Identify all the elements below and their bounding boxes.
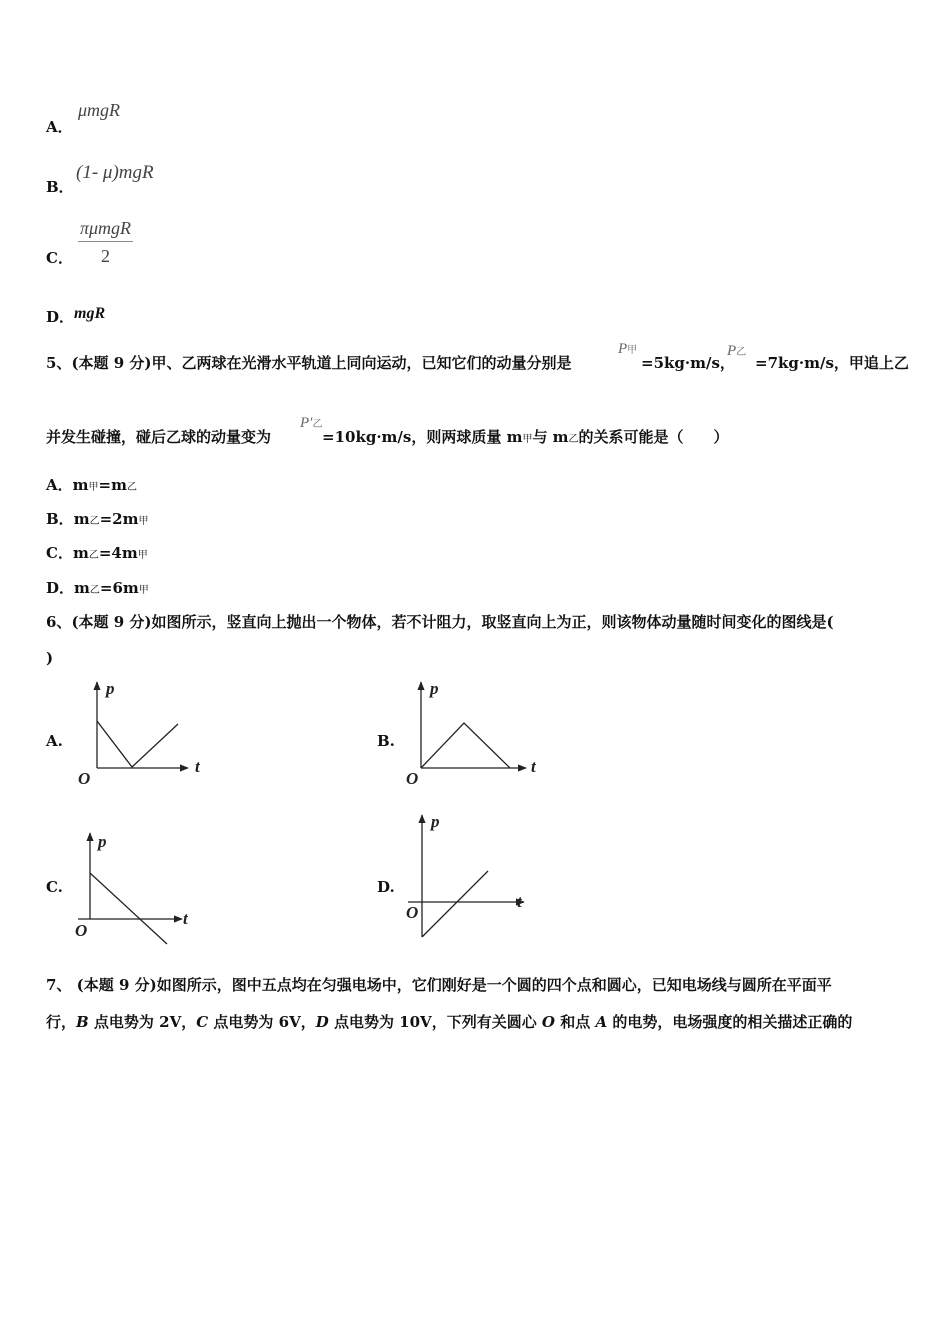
- q5-line2-start: 并发生碰撞，碰后乙球的动量变为: [46, 428, 272, 446]
- q4-option-c-numerator: πμmgR: [78, 218, 133, 242]
- q5-option-a: A．m甲=m乙: [46, 476, 137, 494]
- q4-option-a-label: A．: [46, 118, 73, 136]
- momentum-line: [422, 871, 488, 937]
- q6-graph-d: [400, 805, 535, 945]
- x-axis-label: t: [183, 909, 188, 928]
- q5-p-jia-value: =5kg·m/s，: [641, 354, 735, 372]
- q6-stem: (本题 9 分)如图所示，竖直向上抛出一个物体，若不计阻力，取竖直向上为正，则该物体动量随时间变化的图线是(: [71, 613, 834, 631]
- origin-label: O: [406, 769, 419, 788]
- q6-graph-b: [400, 672, 545, 792]
- q5-option-b: B．m乙=2m甲: [46, 510, 149, 528]
- q6-graph-c-label: C.: [46, 878, 63, 896]
- q5-option-c: C．m乙=4m甲: [46, 544, 148, 562]
- q5-p-yi-after: P′乙: [300, 415, 323, 431]
- q5-p-jia: P甲: [618, 341, 638, 357]
- q6-graph-d-label: D.: [377, 878, 395, 896]
- q4-option-c-denominator: 2: [101, 246, 111, 266]
- q4-option-d-label: D．: [46, 308, 75, 326]
- momentum-line: [90, 873, 167, 944]
- origin-label: O: [406, 903, 419, 922]
- q6-graph-c: [70, 825, 205, 950]
- y-axis-label: p: [106, 679, 115, 698]
- y-axis-label: p: [98, 832, 107, 851]
- q7-line1: [46, 974, 832, 995]
- q5-stem-1: (本题 9 分)甲、乙两球在光滑水平轨道上同向运动，已知它们的动量分别是: [71, 354, 572, 372]
- q6-graph-b-label: B.: [377, 732, 395, 750]
- q5-number: 5、: [46, 354, 72, 372]
- y-axis-label: p: [430, 679, 439, 698]
- q6-line2: ): [46, 649, 54, 667]
- q4-option-c-fraction: [78, 218, 133, 267]
- origin-label: O: [75, 921, 88, 940]
- q6-graph-a-label: A.: [46, 732, 63, 750]
- q4-option-b-formula: (1- μ)mgR: [76, 162, 154, 183]
- q6-graph-a: [70, 672, 210, 792]
- q5-option-d: D．m乙=6m甲: [46, 579, 149, 597]
- y-axis-label: p: [431, 812, 440, 831]
- q5-line1: [46, 352, 572, 373]
- x-axis-label: t: [195, 757, 200, 776]
- origin-label: O: [78, 769, 91, 788]
- q6-number: 6、: [46, 613, 72, 631]
- q7-line2: 行，B 点电势为 2V，C 点电势为 6V，D 点电势为 10V，下列有关圆心 O 和点 A 的电势，电场强度的相关描述正确的: [46, 1013, 853, 1031]
- q5-p-yi: P乙: [727, 343, 747, 359]
- momentum-line: [421, 723, 510, 768]
- q4-option-d-formula: mgR: [74, 305, 106, 322]
- q7-number: 7、: [46, 976, 72, 994]
- q4-option-c-label: C．: [46, 249, 73, 267]
- q6-line1: [46, 611, 834, 632]
- q4-option-a-formula: μmgR: [78, 100, 121, 120]
- q5-p-yi-value: =7kg·m/s，甲追上乙: [755, 354, 909, 372]
- q7-stem-1: (本题 9 分)如图所示，图中五点均在匀强电场中，它们刚好是一个圆的四个点和圆心，已知电场线与圆所在平面平: [71, 976, 832, 994]
- q4-option-b-label: B．: [46, 178, 74, 196]
- x-axis-label: t: [531, 757, 536, 776]
- q5-line2-rest: =10kg·m/s，则两球质量 m甲与 m乙的关系可能是（ ）: [322, 428, 729, 446]
- momentum-line: [97, 721, 178, 767]
- x-axis-label: t: [517, 892, 522, 911]
